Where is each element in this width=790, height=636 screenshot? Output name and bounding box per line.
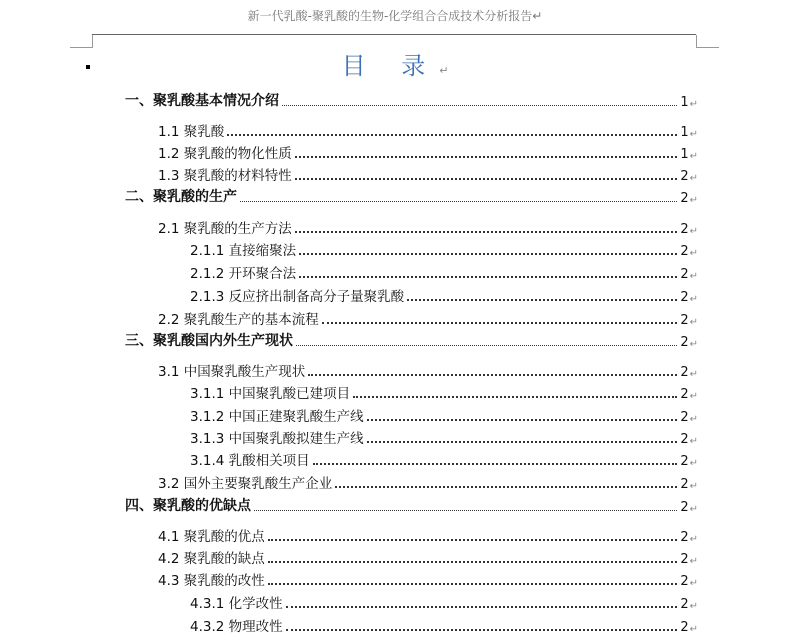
toc-page-number: 2 xyxy=(680,169,689,184)
toc-dot-leader xyxy=(268,561,678,563)
paragraph-mark-icon: ↵ xyxy=(689,414,698,425)
toc-dot-leader xyxy=(322,322,678,324)
toc-dot-leader xyxy=(407,299,677,301)
toc-page-number: 2 xyxy=(680,500,689,515)
toc-dot-leader xyxy=(313,463,678,465)
toc-entry-label: 4.3 聚乳酸的改性 xyxy=(158,573,265,589)
toc-entry[interactable] xyxy=(190,429,698,447)
toc-page-number: 2 xyxy=(680,552,689,567)
toc-page-number: 1 xyxy=(680,147,689,162)
toc-entry-label: 3.1.4 乳酸相关项目 xyxy=(190,453,310,469)
toc-dot-leader xyxy=(308,374,677,376)
paragraph-mark-icon: ↵ xyxy=(689,226,698,237)
toc-entry-label: 二、聚乳酸的生产 xyxy=(125,189,237,205)
toc-page-number: 2 xyxy=(680,477,689,492)
toc-entry[interactable] xyxy=(158,144,698,162)
paragraph-mark-icon: ↵ xyxy=(689,195,698,206)
toc-entry-label: 1.3 聚乳酸的材料特性 xyxy=(158,168,292,184)
toc-page-number: 2 xyxy=(680,597,689,612)
toc-entry[interactable] xyxy=(158,549,698,567)
paragraph-mark-icon: ↵ xyxy=(689,436,698,447)
toc-dot-leader xyxy=(299,276,677,278)
paragraph-mark-icon: ↵ xyxy=(689,339,698,350)
toc-page-number: 2 xyxy=(680,387,689,402)
paragraph-mark-icon: ↵ xyxy=(689,504,698,515)
toc-heading-text: 目 录 xyxy=(341,52,440,80)
toc-page-number: 2 xyxy=(680,530,689,545)
toc-entry-label: 3.1.1 中国聚乳酸已建项目 xyxy=(190,386,351,402)
toc-page-number: 2 xyxy=(680,244,689,259)
toc-entry[interactable] xyxy=(190,241,698,259)
toc-dot-leader xyxy=(240,201,677,202)
toc-entry[interactable] xyxy=(125,188,698,206)
toc-dot-leader xyxy=(335,486,677,488)
toc-page-number: 2 xyxy=(680,620,689,635)
toc-entry[interactable] xyxy=(190,264,698,282)
toc-dot-leader xyxy=(295,231,678,233)
toc-dot-leader xyxy=(367,419,678,421)
toc-dot-leader xyxy=(227,134,677,136)
paragraph-mark-icon: ↵ xyxy=(439,64,449,77)
toc-page-number: 1 xyxy=(680,125,689,140)
toc-entry-label: 2.1.1 直接缩聚法 xyxy=(190,243,297,259)
toc-page-number: 1 xyxy=(680,95,689,110)
toc-dot-leader xyxy=(268,583,678,585)
paragraph-mark-icon: ↵ xyxy=(689,578,698,589)
toc-entry-label: 3.1.2 中国正建聚乳酸生产线 xyxy=(190,409,364,425)
paragraph-mark-icon: ↵ xyxy=(689,458,698,469)
toc-entry-label: 4.3.1 化学改性 xyxy=(190,596,283,612)
toc-entry[interactable] xyxy=(158,527,698,545)
toc-entry[interactable] xyxy=(190,407,698,425)
toc-entry[interactable] xyxy=(190,617,698,635)
toc-entry-label: 4.3.2 物理改性 xyxy=(190,619,283,635)
paragraph-mark-icon: ↵ xyxy=(689,248,698,259)
toc-entry[interactable] xyxy=(158,166,698,184)
toc-page-number: 2 xyxy=(680,410,689,425)
toc-entry-label: 2.1.3 反应挤出制备高分子量聚乳酸 xyxy=(190,289,405,305)
paragraph-mark-icon: ↵ xyxy=(689,556,698,567)
toc-entry-label: 1.1 聚乳酸 xyxy=(158,124,225,140)
toc-page-number: 2 xyxy=(680,267,689,282)
toc-entry[interactable] xyxy=(158,310,698,328)
toc-dot-leader xyxy=(367,441,678,443)
toc-dot-leader xyxy=(299,253,677,255)
paragraph-mark-icon: ↵ xyxy=(689,369,698,380)
toc-entry[interactable] xyxy=(125,497,698,515)
toc-dot-leader xyxy=(282,105,677,106)
paragraph-mark-icon: ↵ xyxy=(689,129,698,140)
header-rule xyxy=(92,34,696,35)
toc-entry[interactable] xyxy=(158,122,698,140)
toc-entry[interactable] xyxy=(158,474,698,492)
toc-page-number: 2 xyxy=(680,365,689,380)
toc-entry-label: 2.2 聚乳酸生产的基本流程 xyxy=(158,312,319,328)
toc-page-number: 2 xyxy=(680,222,689,237)
toc-page-number: 2 xyxy=(680,290,689,305)
toc-page-number: 2 xyxy=(680,191,689,206)
toc-entry-label: 2.1.2 开环聚合法 xyxy=(190,266,297,282)
toc-entry-label: 三、聚乳酸国内外生产现状 xyxy=(125,333,293,349)
running-title: 新一代乳酸-聚乳酸的生物-化学组合合成技术分析报告↵ xyxy=(247,9,543,23)
paragraph-mark-icon: ↵ xyxy=(689,624,698,635)
toc-dot-leader xyxy=(295,178,678,180)
toc-entry[interactable] xyxy=(190,594,698,612)
toc-entry[interactable] xyxy=(158,219,698,237)
toc-entry[interactable] xyxy=(190,451,698,469)
toc-dot-leader xyxy=(296,345,677,346)
toc-dot-leader xyxy=(268,539,678,541)
toc-page-number: 2 xyxy=(680,454,689,469)
paragraph-mark-icon: ↵ xyxy=(689,391,698,402)
toc-entry[interactable] xyxy=(190,287,698,305)
toc-entry-label: 3.1 中国聚乳酸生产现状 xyxy=(158,364,306,380)
toc-page-number: 2 xyxy=(680,574,689,589)
toc-entry-label: 4.1 聚乳酸的优点 xyxy=(158,529,265,545)
toc-entry[interactable] xyxy=(190,384,698,402)
toc-entry[interactable] xyxy=(125,92,698,110)
toc-entry-label: 四、聚乳酸的优缺点 xyxy=(125,498,251,514)
paragraph-mark-icon: ↵ xyxy=(689,534,698,545)
paragraph-mark-icon: ↵ xyxy=(689,151,698,162)
toc-entry-label: 3.2 国外主要聚乳酸生产企业 xyxy=(158,476,333,492)
toc-entry[interactable] xyxy=(158,571,698,589)
toc-dot-leader xyxy=(295,156,678,158)
paragraph-mark-icon: ↵ xyxy=(689,317,698,328)
toc-entry-label: 3.1.3 中国聚乳酸拟建生产线 xyxy=(190,431,364,447)
toc-page-number: 2 xyxy=(680,313,689,328)
toc-entry[interactable] xyxy=(125,332,698,350)
paragraph-mark-icon: ↵ xyxy=(689,294,698,305)
toc-dot-leader xyxy=(353,396,677,398)
toc-page-number: 2 xyxy=(680,432,689,447)
toc-entry-label: 1.2 聚乳酸的物化性质 xyxy=(158,146,292,162)
toc-dot-leader xyxy=(286,606,678,608)
toc-page-number: 2 xyxy=(680,335,689,350)
toc-entry[interactable] xyxy=(158,362,698,380)
paragraph-mark-icon: ↵ xyxy=(689,173,698,184)
toc-dot-leader xyxy=(286,629,678,631)
toc-entry-label: 一、聚乳酸基本情况介绍 xyxy=(125,93,279,109)
toc-entry-label: 4.2 聚乳酸的缺点 xyxy=(158,551,265,567)
paragraph-mark-icon: ↵ xyxy=(689,99,698,110)
toc-heading xyxy=(0,46,790,81)
paragraph-mark-icon: ↵ xyxy=(689,481,698,492)
paragraph-mark-icon: ↵ xyxy=(689,271,698,282)
paragraph-mark-icon: ↵ xyxy=(689,601,698,612)
toc-entry-label: 2.1 聚乳酸的生产方法 xyxy=(158,221,292,237)
toc-dot-leader xyxy=(254,510,677,511)
